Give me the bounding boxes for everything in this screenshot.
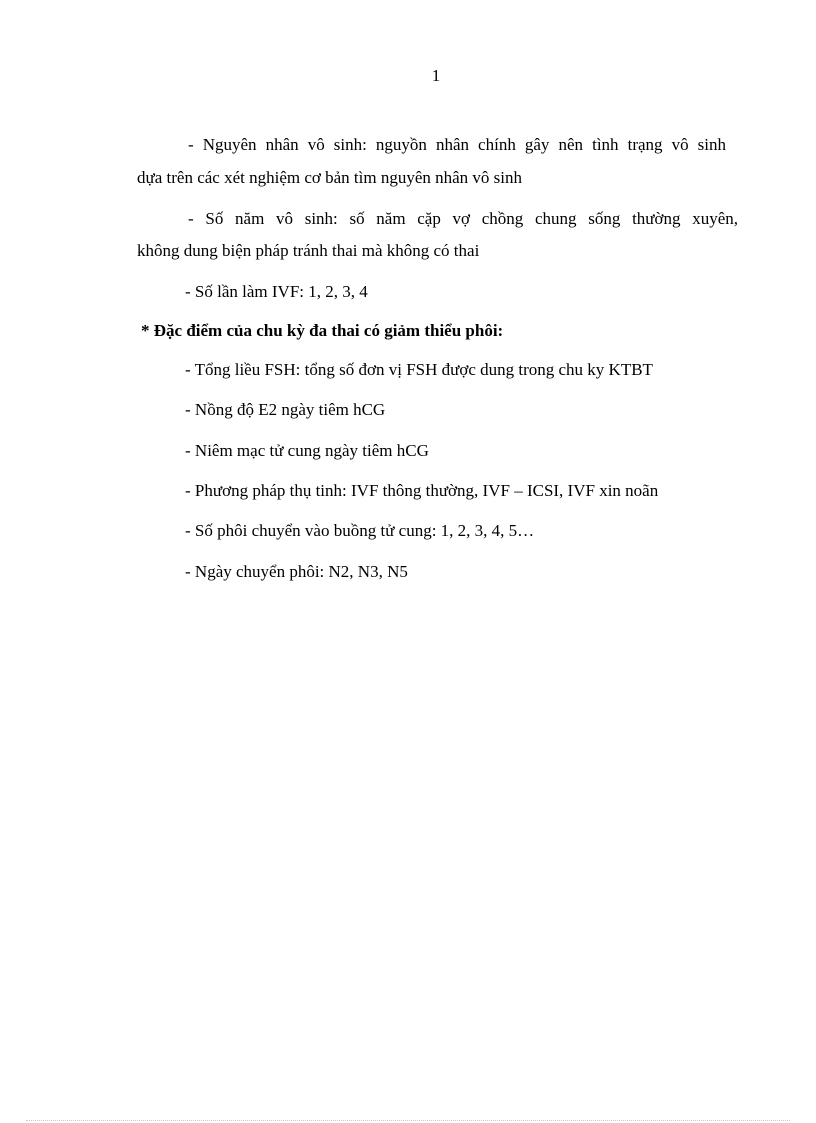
cause-line-1: - Nguyên nhân vô sinh: nguyồn nhân chính gây nên tình trạng vô sinh xyxy=(188,135,726,154)
section-heading: * Đặc điểm của chu kỳ đa thai có giảm thiểu phôi: xyxy=(141,321,504,340)
years-line-2: không dung biện pháp tránh thai mà không có thai xyxy=(137,241,480,260)
ivf-count-line: - Số lần làm IVF: 1, 2, 3, 4 xyxy=(185,282,368,301)
list-item: - Ngày chuyển phôi: N2, N3, N5 xyxy=(185,562,408,581)
years-line-1: - Số năm vô sinh: số năm cặp vợ chồng chung sống thường xuyên, xyxy=(188,209,738,228)
list-item: - Phương pháp thụ tinh: IVF thông thường, IVF – ICSI, IVF xin noãn xyxy=(185,481,659,500)
list-item: - Niêm mạc tử cung ngày tiêm hCG xyxy=(185,441,429,460)
page-number: 1 xyxy=(431,66,441,85)
list-item: - Tổng liều FSH: tổng số đơn vị FSH được dung trong chu ky KTBT xyxy=(185,360,653,379)
list-item: - Nồng độ E2 ngày tiêm hCG xyxy=(185,400,386,419)
list-item: - Số phôi chuyển vào buồng tử cung: 1, 2, 3, 4, 5… xyxy=(185,521,535,540)
page-bottom-border xyxy=(26,1120,790,1121)
cause-line-2: dựa trên các xét nghiệm cơ bản tìm nguyên nhân vô sinh xyxy=(137,168,523,187)
